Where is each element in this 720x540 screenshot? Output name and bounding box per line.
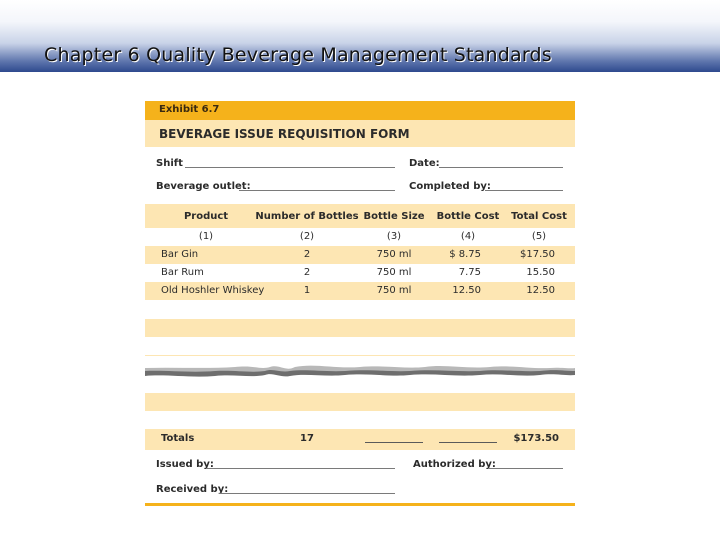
totals-bottles: 17	[300, 433, 314, 444]
received-by-label: Received by:	[156, 484, 229, 495]
table-header-row	[145, 204, 575, 228]
outlet-line	[239, 190, 395, 191]
row-bottles: 1	[303, 285, 311, 296]
column-number: (3)	[386, 231, 402, 242]
row-bottles: 2	[303, 249, 311, 260]
exhibit-label: Exhibit 6.7	[159, 104, 220, 115]
totals-total: $173.50	[513, 433, 559, 444]
empty-row-band	[145, 319, 575, 337]
torn-page-break	[145, 356, 575, 386]
totals-cost-line	[439, 442, 497, 443]
issued-by-label: Issued by:	[156, 459, 214, 470]
row-total: 15.50	[526, 267, 555, 278]
bottom-accent-rule	[145, 503, 575, 506]
row-size: 750 ml	[376, 285, 412, 296]
column-number: (1)	[198, 231, 214, 242]
date-label: Date:	[409, 158, 440, 169]
row-cost: 7.75	[458, 267, 481, 278]
row-total: $17.50	[520, 249, 555, 260]
row-cost: $ 8.75	[449, 249, 481, 260]
requisition-form-exhibit	[145, 101, 575, 506]
authorized-by-label: Authorized by:	[413, 459, 496, 470]
column-header-product: Product	[183, 211, 229, 222]
received-by-line	[219, 493, 395, 494]
column-header-size: Bottle Size	[363, 211, 425, 222]
column-number: (5)	[531, 231, 547, 242]
outlet-label: Beverage outlet:	[156, 181, 251, 192]
issued-by-line	[207, 468, 395, 469]
completed-by-line	[485, 190, 563, 191]
shift-label: Shift	[156, 158, 183, 169]
column-number-row	[145, 228, 575, 246]
row-product: Bar Rum	[161, 267, 204, 278]
row-cost: 12.50	[452, 285, 481, 296]
row-product: Bar Gin	[161, 249, 199, 260]
empty-row-band	[145, 393, 575, 411]
form-title: BEVERAGE ISSUE REQUISITION FORM	[159, 127, 410, 141]
row-total: 12.50	[526, 285, 555, 296]
slide-title: Chapter 6 Quality Beverage Management Standards	[44, 44, 552, 66]
column-number: (2)	[299, 231, 315, 242]
shift-line	[185, 167, 395, 168]
row-product: Old Hoshler Whiskey	[161, 285, 265, 296]
totals-size-line	[365, 442, 423, 443]
exhibit-label-bar	[145, 101, 575, 120]
row-bottles: 2	[303, 267, 311, 278]
authorized-by-line	[489, 468, 563, 469]
table-row	[145, 264, 575, 282]
column-header-total: Total Cost	[511, 211, 567, 222]
column-header-bottles: Number of Bottles	[255, 211, 359, 222]
table-row	[145, 246, 575, 264]
totals-row	[145, 429, 575, 450]
column-header-cost: Bottle Cost	[436, 211, 500, 222]
table-row	[145, 282, 575, 300]
column-number: (4)	[460, 231, 476, 242]
completed-by-label: Completed by:	[409, 181, 491, 192]
row-size: 750 ml	[376, 249, 412, 260]
totals-label: Totals	[161, 433, 195, 444]
form-title-bar	[145, 120, 575, 147]
date-line	[439, 167, 563, 168]
row-size: 750 ml	[376, 267, 412, 278]
